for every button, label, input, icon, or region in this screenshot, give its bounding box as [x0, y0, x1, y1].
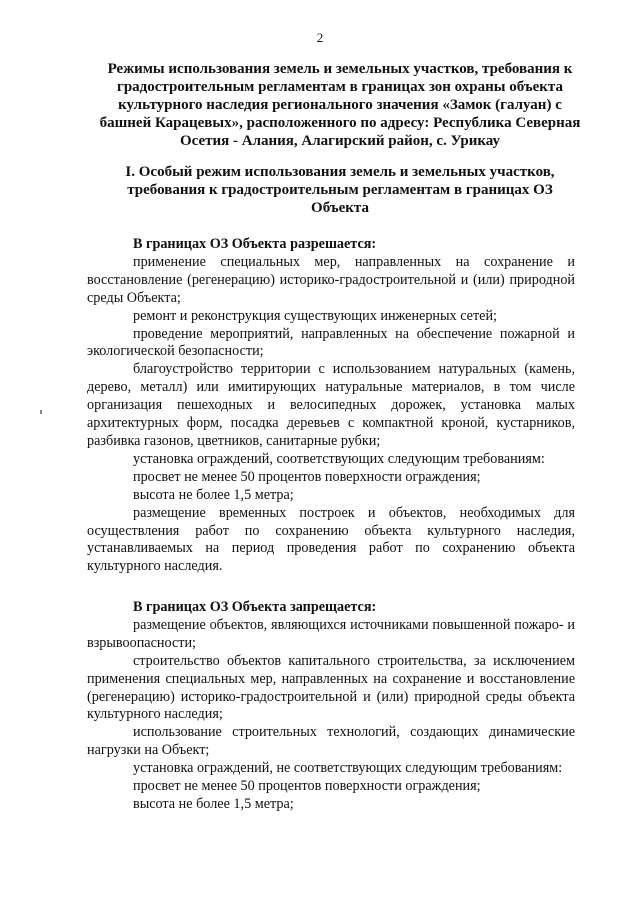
allowed-item: установка ограждений, соответствующих следующим требованиям: [133, 450, 545, 467]
document-title: Режимы использования земель и земельных участков, требования к градостроительным регламентам в границах зон охраны объекта культурного наследия регионального значения «Замок (галуан) с башней Карацевых», расположенного по адресу: Республика Северная Осетия - Алания, Алагирский район, с. Урикау [99, 61, 581, 149]
allowed-item: просвет не менее 50 процентов поверхности ограждения; [133, 468, 481, 485]
allowed-item: размещение временных построек и объектов, необходимых для осуществления работ по сохранению объекта культурного наследия, устанавливаемых на период проведения работ по сохранению объекта культурного наследия. [87, 504, 575, 575]
forbidden-block [87, 599, 575, 814]
forbidden-item: высота не более 1,5 метра; [133, 795, 294, 812]
section-heading: I. Особый режим использования земель и земельных участков, требования к градостроительным регламентам в границах ОЗ Объекта [125, 164, 555, 216]
allowed-item: высота не более 1,5 метра; [133, 486, 294, 503]
allowed-item: применение специальных мер, направленных на сохранение и восстановление (регенерацию) историко-градостроительной и (или) природной среды Объекта; [87, 253, 575, 306]
page-number: 2 [316, 30, 324, 45]
forbidden-item: использование строительных технологий, создающих динамические нагрузки на Объект; [87, 724, 575, 759]
allowed-item: благоустройство территории с использованием натуральных (камень, дерево, металл) или имитирующих натуральные материалов, в том числе организация пешеходных и велосипедных дорожек, установка малых архитектурных форм, посадка деревьев с компактной кроной, кустарников, разбивка газонов, цветников, санитарные рубки; [87, 361, 575, 449]
allowed-heading: В границах ОЗ Объекта разрешается: [133, 236, 377, 252]
forbidden-item: строительство объектов капитального строительства, за исключением применения специальных мер, направленных на сохранение и восстановление (регенерацию) историко-градостроительной и (или) природной среды объекта культурного наследия; [87, 652, 575, 723]
forbidden-item: просвет не менее 50 процентов поверхности ограждения; [133, 778, 481, 795]
scan-speck [40, 410, 42, 414]
forbidden-item: установка ограждений, не соответствующих следующим требованиям: [133, 760, 563, 777]
allowed-item: ремонт и реконструкция существующих инженерных сетей; [133, 307, 497, 324]
allowed-block [87, 236, 575, 576]
allowed-item: проведение мероприятий, направленных на обеспечение пожарной и экологической безопасности; [87, 325, 575, 360]
forbidden-heading: В границах ОЗ Объекта запрещается: [133, 599, 377, 615]
forbidden-item: размещение объектов, являющихся источниками повышенной пожаро- и взрывоопасности; [87, 616, 575, 651]
